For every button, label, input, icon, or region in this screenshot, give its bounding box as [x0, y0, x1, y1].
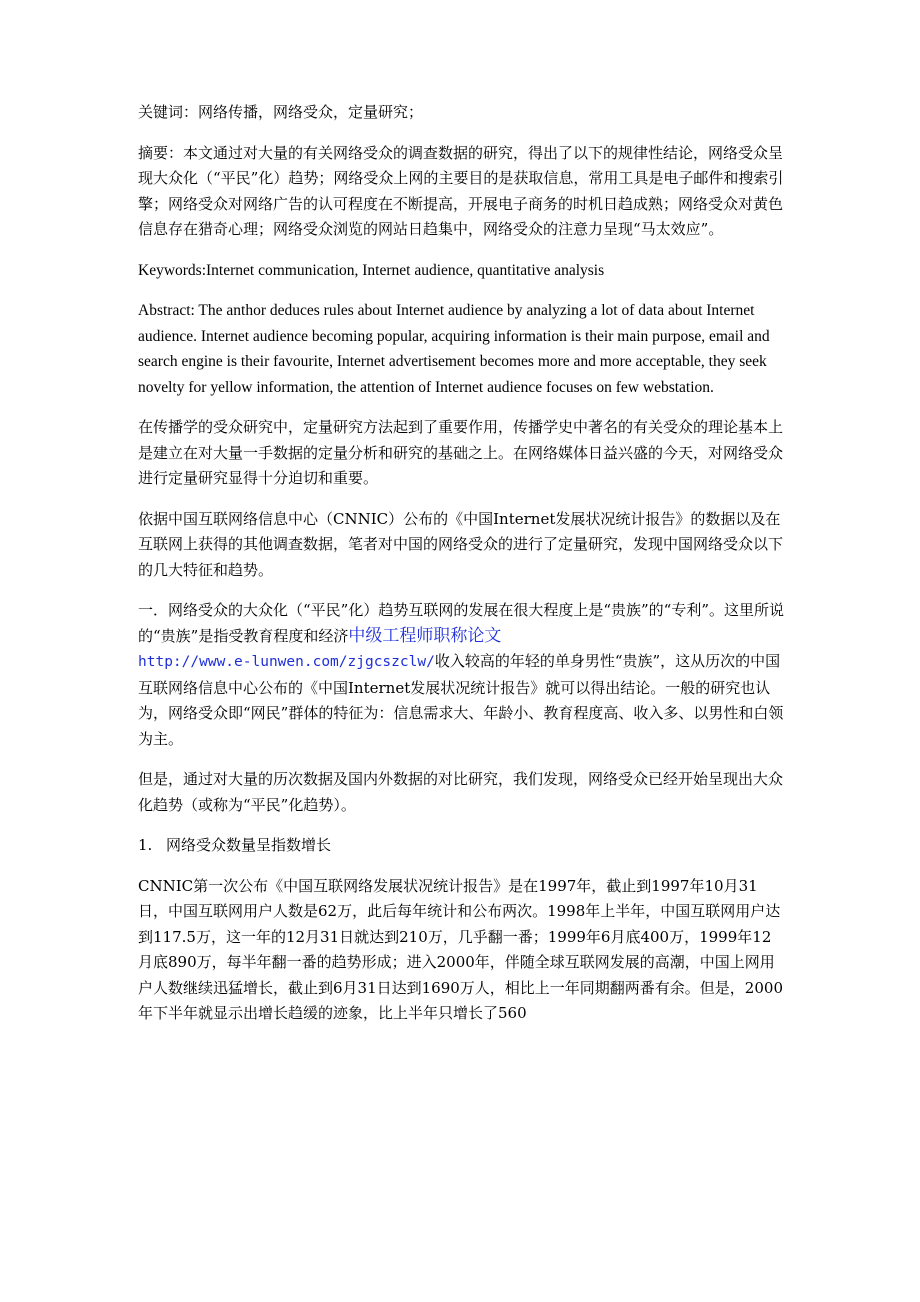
- list-item-1: [138, 833, 786, 859]
- keywords-english: Keywords:Internet communication, Internet audience, quantitative analysis: [138, 261, 605, 279]
- list-item-number: 1.: [138, 836, 153, 854]
- paper-link-url[interactable]: http://www.e-lunwen.com/zjgcszclw/: [138, 654, 435, 670]
- intro-paragraph-2: 依据中国互联网络信息中心（CNNIC）公布的《中国Internet发展状况统计报告》的数据以及在互联网上获得的其他调查数据，笔者对中国的网络受众的进行了定量研究，发现中国网络受众以下的几大特征和趋势。: [138, 509, 784, 579]
- abstract-chinese: 摘要：本文通过对大量的有关网络受众的调查数据的研究，得出了以下的规律性结论，网络受众呈现大众化（“平民”化）趋势；网络受众上网的主要目的是获取信息，常用工具是电子邮件和搜索引擎；网络受众对网络广告的认可程度在不断提高，开展电子商务的时机日趋成熟；网络受众对黄色信息存在猎奇心理；网络受众浏览的网站日趋集中，网络受众的注意力呈现“马太效应”。: [138, 143, 784, 238]
- section-1-paragraph: [138, 598, 786, 752]
- keywords-chinese: 关键词：网络传播，网络受众，定量研究；: [138, 103, 424, 121]
- section-1-text-a: 一．网络受众的大众化（“平民”化）趋势互联网的发展在很大程度上是“贵族”的“专利”。这里所说的“贵族”是指受教育程度和经济: [138, 601, 785, 645]
- document-page: [138, 100, 786, 1027]
- paper-link-title[interactable]: 中级工程师职称论文: [348, 625, 502, 646]
- list-item-title: 网络受众数量呈指数增长: [166, 836, 332, 854]
- paragraph-cnnic-data: CNNIC第一次公布《中国互联网络发展状况统计报告》是在1997年，截止到1997年10月31日，中国互联网用户人数是62万，此后每年统计和公布两次。1998年上半年，中国互联网用户达到117.5万，这一年的12月31日就达到210万，几乎翻一番；1999年6月底400万，1999年12月底890万，每半年翻一番的趋势形成；进入2000年，伴随全球互联网发展的高潮，中国上网用户人数继续迅猛增长，截止到6月31日达到1690万人，相比上一年同期翻两番有余。但是，2000年下半年就显示出增长趋缓的迹象，比上半年只增长了560: [138, 876, 783, 1022]
- paragraph-trend: 但是，通过对大量的历次数据及国内外数据的对比研究，我们发现，网络受众已经开始呈现出大众化趋势（或称为“平民”化趋势）。: [138, 770, 784, 814]
- section-1-text-b: 收入较高的年轻的单身男性“贵族”，这从历次的中国互联网络信息中心公布的《中国Internet发展状况统计报告》就可以得出结论。一般的研究也认为，网络受众即“网民”群体的特征为：信息需求大、年龄小、教育程度高、收入多、以男性和白领为主。: [138, 652, 784, 748]
- intro-paragraph-1: 在传播学的受众研究中，定量研究方法起到了重要作用，传播学史中著名的有关受众的理论基本上是建立在对大量一手数据的定量分析和研究的基础之上。在网络媒体日益兴盛的今天，对网络受众进行定量研究显得十分迫切和重要。: [138, 418, 784, 487]
- abstract-english: Abstract: The anthor deduces rules about Internet audience by analyzing a lot of data about Internet audience. Internet audience becoming popular, acquiring information is their main purpose, email and search engine is their favourite, Internet advertisement becomes more and more acceptable, they seek novelty for yellow information, the attention of Internet audience focuses on few webstation.: [138, 302, 770, 396]
